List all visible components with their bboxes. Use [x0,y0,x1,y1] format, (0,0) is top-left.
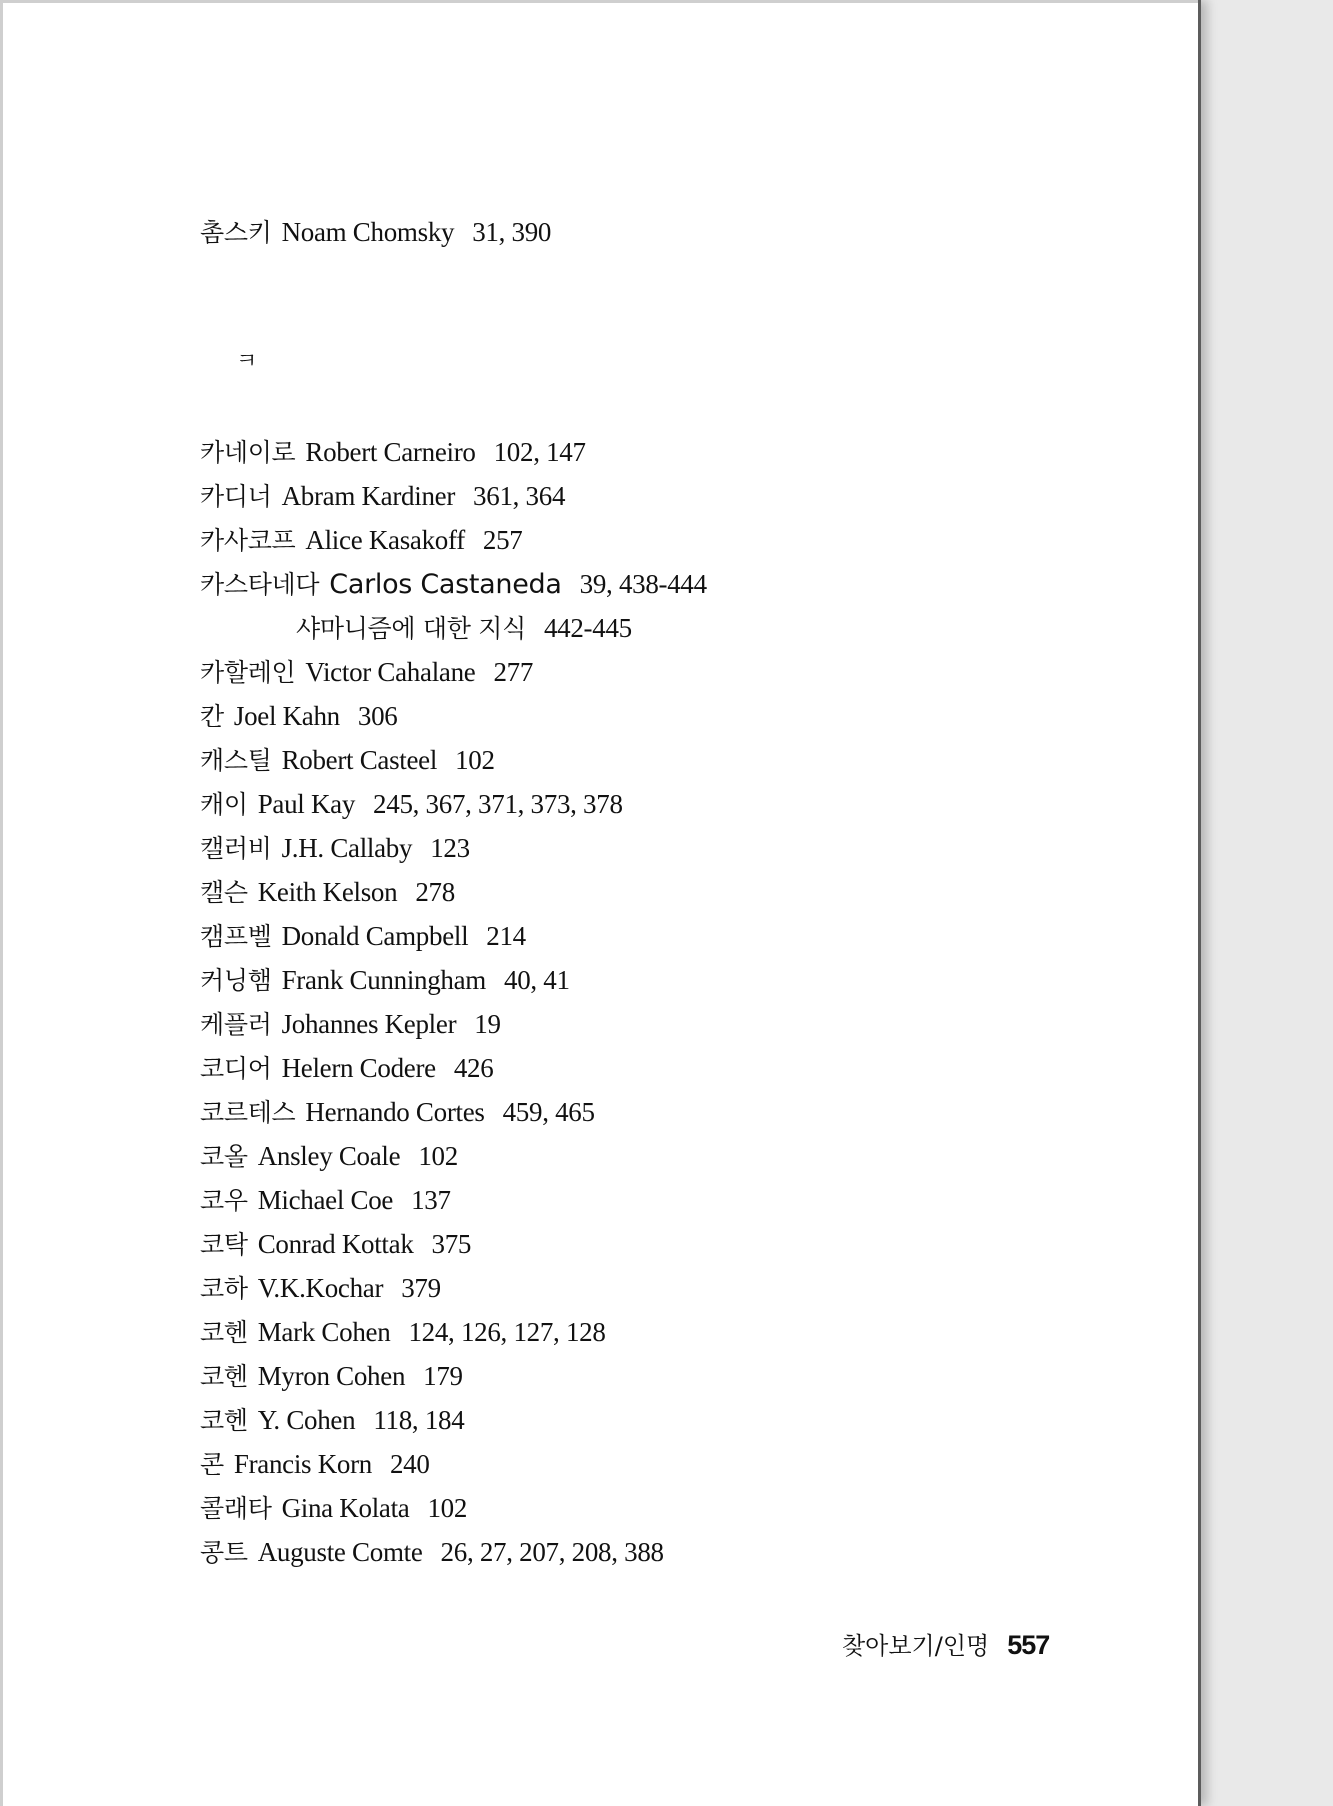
entry-pages: 31, 390 [472,217,552,247]
entry-name: Auguste Comte [257,1537,423,1567]
index-entry [200,1140,458,1173]
entry-name: Michael Coe [257,1185,394,1215]
entry-pages: 245, 367, 371, 373, 378 [373,789,623,819]
entry-name: Abram Kardiner [281,481,456,511]
entry-pages: 375 [431,1229,472,1259]
index-entry [200,568,707,601]
entry-name: Noam Chomsky [281,217,455,247]
entry-name: Johannes Kepler [281,1009,457,1039]
entry-pages: 214 [486,921,526,951]
entry-korean-name: 칸 [200,702,224,731]
index-entry [200,436,586,469]
entry-name: Joel Kahn [233,701,340,731]
entry-pages: 442-445 [543,613,632,643]
entry-korean-name: 코디어 [200,1054,272,1083]
entry-korean-name: 코헨 [200,1406,248,1435]
entry-korean-name: 코헨 [200,1362,248,1391]
entry-korean-name: 카스타네다 [200,570,320,599]
entry-pages: 306 [357,701,398,731]
entry-korean-name: 케플러 [200,1010,272,1039]
entry-pages: 102 [427,1493,468,1523]
entry-name: Hernando Cortes [305,1097,485,1127]
entry-korean-name: 캐이 [200,790,248,819]
entry-korean-name: 카할레인 [200,658,296,687]
entry-pages: 102 [455,745,495,775]
index-entry [200,744,495,777]
entry-name: Myron Cohen [257,1361,406,1391]
index-entry [200,876,455,909]
entry-name: Donald Campbell [281,921,469,951]
index-entry [200,1360,463,1393]
index-entry [200,1536,664,1569]
index-entry [200,1448,430,1481]
entry-korean-name: 코헨 [200,1318,248,1347]
entry-name: Robert Carneiro [305,437,476,467]
entry-korean-name: 코탁 [200,1230,248,1259]
section-letter: ㅋ [236,349,258,374]
entry-name: Gina Kolata [281,1493,410,1523]
entry-korean-name: 카사코프 [200,526,296,555]
entry-pages: 40, 41 [504,965,570,995]
entry-pages: 137 [411,1185,451,1215]
subentry-topic: 샤마니즘에 대한 지식 [296,614,526,643]
index-entry [200,1316,606,1349]
entry-korean-name: 캘슨 [200,878,248,907]
index-entry [200,1404,464,1437]
index-entry [200,1228,471,1261]
entry-korean-name: 콘 [200,1450,224,1479]
entry-korean-name: 촘스키 [200,218,272,247]
entry-korean-name: 콩트 [200,1538,248,1567]
entry-pages: 102, 147 [493,437,586,467]
entry-korean-name: 캘러비 [200,834,272,863]
entry-name: Ansley Coale [257,1141,401,1171]
entry-pages: 379 [401,1273,441,1303]
index-entry [200,480,565,513]
index-entry [200,1096,595,1129]
entry-name: Paul Kay [257,789,356,819]
entry-pages: 240 [389,1449,430,1479]
index-subentry [296,612,632,645]
entry-name: V.K.Kochar [257,1273,384,1303]
entry-pages: 123 [430,833,470,863]
index-entry [200,920,526,953]
entry-korean-name: 커닝햄 [200,966,272,995]
entry-korean-name: 캠프벨 [200,922,272,951]
index-entry [200,964,570,997]
entry-pages: 257 [482,525,523,555]
entry-korean-name: 코우 [200,1186,248,1215]
entry-korean-name: 코올 [200,1142,248,1171]
index-entry [200,832,470,865]
index-entry [200,700,398,733]
entry-name: Victor Cahalane [305,657,476,687]
entry-pages: 459, 465 [502,1097,595,1127]
entry-name: Robert Casteel [281,745,438,775]
index-entry [200,788,623,821]
index-entry [200,216,551,249]
entry-korean-name: 카네이로 [200,438,296,467]
entry-korean-name: 코르테스 [200,1098,296,1127]
entry-pages: 361, 364 [473,481,566,511]
index-entry [200,1272,441,1305]
entry-name: Helern Codere [281,1053,436,1083]
entry-name: Keith Kelson [257,877,398,907]
entry-name: Y. Cohen [257,1405,356,1435]
entry-korean-name: 콜래타 [200,1494,272,1523]
entry-pages: 179 [423,1361,463,1391]
entry-pages: 426 [453,1053,494,1083]
entry-name: Mark Cohen [257,1317,391,1347]
entry-name: J.H. Callaby [281,833,413,863]
entry-pages: 19 [474,1009,501,1039]
index-entry [200,1184,451,1217]
page-footer [842,1626,1049,1661]
index-entry [200,1052,493,1085]
entry-name: Frank Cunningham [281,965,486,995]
entry-pages: 124, 126, 127, 128 [408,1317,606,1347]
index-entry [200,524,523,557]
entry-pages: 26, 27, 207, 208, 388 [440,1537,664,1567]
entry-pages: 278 [415,877,455,907]
index-entry [200,1008,501,1041]
entry-pages: 39, 438-444 [579,569,707,599]
entry-name: Francis Korn [233,1449,372,1479]
entry-pages: 277 [493,657,534,687]
entry-pages: 102 [418,1141,458,1171]
entry-korean-name: 캐스틸 [200,746,272,775]
index-entry [200,656,533,689]
entry-name: Alice Kasakoff [305,525,465,555]
entry-pages: 118, 184 [373,1405,465,1435]
entry-korean-name: 카디너 [200,482,272,511]
entry-korean-name: 코하 [200,1274,248,1303]
footer-section-label: 찾아보기/인명 [842,1632,990,1660]
entry-name: Conrad Kottak [257,1229,414,1259]
index-entry [200,1492,467,1525]
page-number: 557 [1007,1630,1050,1660]
entry-name: Carlos Castaneda [329,569,562,600]
